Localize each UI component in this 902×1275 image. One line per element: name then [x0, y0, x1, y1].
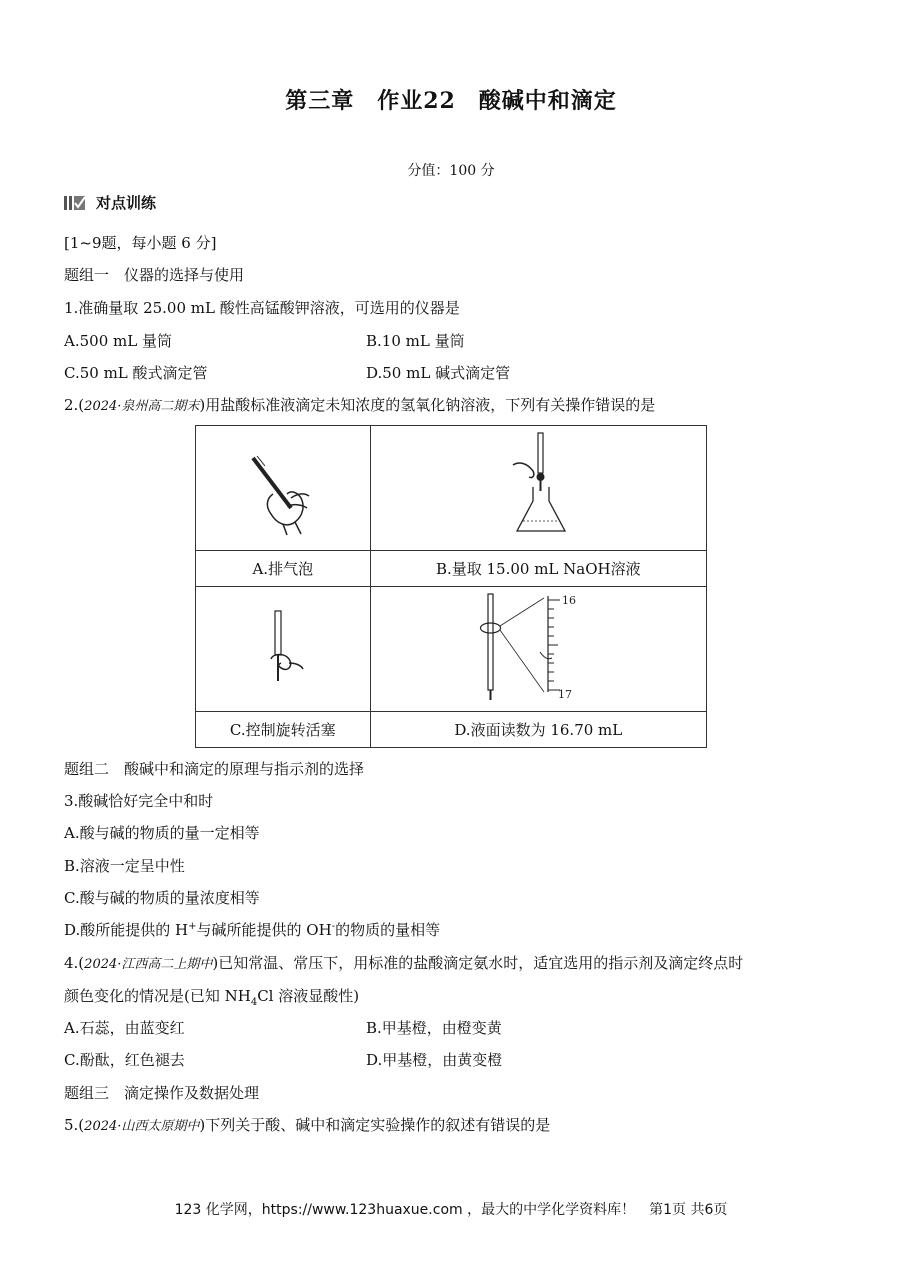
figure-table: [195, 425, 707, 748]
option-a: A.酸与碱的物质的量一定相等: [64, 824, 260, 842]
page-title: 第三章 作业22 酸碱中和滴定: [285, 88, 617, 114]
caption-a: A.排气泡: [196, 551, 371, 587]
option-d: D.甲基橙，由黄变橙: [366, 1051, 503, 1069]
stopcock-hand-icon: [253, 607, 313, 687]
figure-a: [196, 426, 371, 551]
burette-reading-icon: [448, 592, 628, 702]
question-4-stem: 4.(2024·江西高二上期中)已知常温、常压下，用标准的盐酸滴定氨水时，适宜选用的指示剂及滴定终点时: [64, 954, 744, 972]
score-label: 分值：100 分: [407, 163, 495, 179]
figure-d: [370, 587, 706, 712]
figure-b: [370, 426, 706, 551]
option-b: B.10 mL 量筒: [366, 332, 465, 350]
section-heading: [64, 192, 156, 213]
option-b: B.溶液一定呈中性: [64, 857, 185, 875]
group-heading: 题组二 酸碱中和滴定的原理与指示剂的选择: [64, 760, 365, 778]
caption-d: D.液面读数为 16.70 mL: [370, 712, 706, 748]
option-c: C.酸与碱的物质的量浓度相等: [64, 889, 260, 907]
option-d: D.酸所能提供的 H+与碱所能提供的 OH-的物质的量相等: [64, 921, 441, 939]
question-5-stem: 5.(2024·山西太原期中)下列关于酸、碱中和滴定实验操作的叙述有错误的是: [64, 1116, 551, 1134]
checkbox-icon: [64, 195, 86, 211]
hand-burette-icon: [243, 436, 323, 536]
option-b: B.甲基橙，由橙变黄: [366, 1019, 502, 1037]
group-heading: 题组一 仪器的选择与使用: [64, 266, 245, 284]
group-heading: 题组三 滴定操作及数据处理: [64, 1084, 260, 1102]
caption-c: C.控制旋转活塞: [196, 712, 371, 748]
option-c: C.50 mL 酸式滴定管: [64, 364, 208, 382]
burette-flask-icon: [483, 431, 593, 541]
figure-c: [196, 587, 371, 712]
option-a: A.500 mL 量筒: [64, 332, 172, 350]
score-note: [1~9题，每小题 6 分]: [64, 234, 217, 252]
question-source: 2024·山西太原期中: [84, 1119, 200, 1134]
question-2-stem: 2.(2024·泉州高二期末)用盐酸标准液滴定未知浓度的氢氧化钠溶液，下列有关操作错误的是: [64, 396, 656, 414]
page-footer: 123 化学网，https://www.123huaxue.com ，最大的中学化学资料库！ 第1页 共6页: [174, 1202, 728, 1218]
option-d: D.50 mL 碱式滴定管: [366, 364, 511, 382]
scale-label-16: 16: [562, 594, 577, 607]
question-4-stem-cont: 颜色变化的情况是(已知 $NH_4Cl$ 溶液显酸性): [64, 987, 360, 1008]
question-source: 2024·泉州高二期末: [84, 399, 200, 414]
question-1-stem: 1.准确量取 25.00 mL 酸性高锰酸钾溶液，可选用的仪器是: [64, 299, 460, 317]
caption-b: B.量取 15.00 mL NaOH溶液: [370, 551, 706, 587]
option-a: A.石蕊，由蓝变红: [64, 1019, 185, 1037]
option-c: C.酚酞，红色褪去: [64, 1051, 185, 1069]
question-3-stem: 3.酸碱恰好完全中和时: [64, 792, 214, 810]
section-title: 对点训练: [96, 194, 157, 212]
question-source: 2024·江西高二上期中: [84, 957, 213, 972]
scale-label-17: 17: [558, 688, 573, 701]
